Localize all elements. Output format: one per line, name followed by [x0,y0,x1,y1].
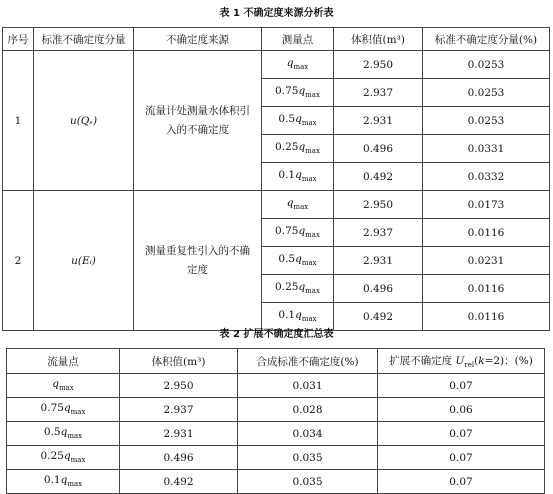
row-index: 2 [3,191,34,331]
combined-cell: 0.034 [238,422,378,446]
point-cell: $0.1q_{max}$ [262,163,334,191]
header-index: 序号 [3,28,34,51]
row-index: 1 [3,51,34,191]
table2-caption: 表 2 扩展不确定度汇总表 [219,329,334,340]
volume-cell: 2.937 [120,398,238,422]
table-row [3,51,550,79]
uncert-cell: 0.0253 [423,51,550,79]
point-cell: $0.5q_{max}$ [262,247,334,275]
volume-cell: 0.496 [334,135,423,163]
point-cell: $0.1q_{max}$ [7,470,120,494]
point-cell: $q_{max}$ [262,51,334,79]
header-combined: 合成标准不确定度(%) [238,349,378,374]
volume-cell: 2.950 [120,374,238,398]
expanded-uncertainty-table [6,348,545,494]
table2-header-row [7,349,545,374]
volume-cell: 2.931 [120,422,238,446]
header-flow-point: 流量点 [7,349,120,374]
volume-cell: 0.492 [334,303,423,331]
table1-header-row [3,28,550,51]
combined-cell: 0.028 [238,398,378,422]
uncert-cell: 0.0253 [423,107,550,135]
uncert-cell: 0.0173 [423,191,550,219]
uncert-cell: 0.0116 [423,275,550,303]
component-cell: u(Eᵢ) [34,191,134,331]
combined-cell: 0.035 [238,470,378,494]
volume-cell: 2.931 [334,247,423,275]
table1-caption: 表 1 不确定度来源分析表 [219,8,334,19]
header-source: 不确定度来源 [134,28,262,51]
volume-cell: 2.937 [334,219,423,247]
volume-cell: 0.492 [120,470,238,494]
uncert-cell: 0.0332 [423,163,550,191]
header-volume: 体积值(m³) [334,28,423,51]
header-uncert: 标准不确定度分量(%) [423,28,550,51]
point-cell: $0.75q_{max}$ [7,398,120,422]
uncert-cell: 0.0116 [423,219,550,247]
combined-cell: 0.031 [238,374,378,398]
uncertainty-source-table [2,27,550,331]
point-cell: $q_{max}$ [7,374,120,398]
point-cell: $0.25q_{max}$ [262,275,334,303]
expanded-cell: 0.07 [378,374,545,398]
source-cell: 测量重复性引入的不确定度 [134,191,262,331]
volume-cell: 0.496 [334,275,423,303]
table-row [7,398,545,422]
point-cell: $0.25q_{max}$ [7,446,120,470]
header-expanded: 扩展不确定度 $U_{rel}(k=2)$：(%) [378,349,545,374]
uncert-cell: 0.0116 [423,303,550,331]
expanded-cell: 0.07 [378,422,545,446]
point-cell: $q_{max}$ [262,191,334,219]
table-row [3,191,550,219]
volume-cell: 0.492 [334,163,423,191]
uncert-cell: 0.0231 [423,247,550,275]
header-component: 标准不确定度分量 [34,28,134,51]
volume-cell: 2.950 [334,51,423,79]
header-volume: 体积值(m³) [120,349,238,374]
point-cell: $0.1q_{max}$ [262,303,334,331]
combined-cell: 0.035 [238,446,378,470]
point-cell: $0.75q_{max}$ [262,79,334,107]
volume-cell: 2.950 [334,191,423,219]
header-point: 测量点 [262,28,334,51]
expanded-cell: 0.06 [378,398,545,422]
point-cell: $0.5q_{max}$ [7,422,120,446]
uncert-cell: 0.0253 [423,79,550,107]
table-row [7,422,545,446]
expanded-cell: 0.07 [378,446,545,470]
component-cell: u(Qₛ) [34,51,134,191]
uncert-cell: 0.0331 [423,135,550,163]
table-row [7,470,545,494]
point-cell: $0.5q_{max}$ [262,107,334,135]
table-row [7,446,545,470]
volume-cell: 0.496 [120,446,238,470]
volume-cell: 2.931 [334,107,423,135]
point-cell: $0.75q_{max}$ [262,219,334,247]
volume-cell: 2.937 [334,79,423,107]
source-cell: 流量计处测量水体积引入的不确定度 [134,51,262,191]
table-row [7,374,545,398]
point-cell: $0.25q_{max}$ [262,135,334,163]
expanded-cell: 0.07 [378,470,545,494]
